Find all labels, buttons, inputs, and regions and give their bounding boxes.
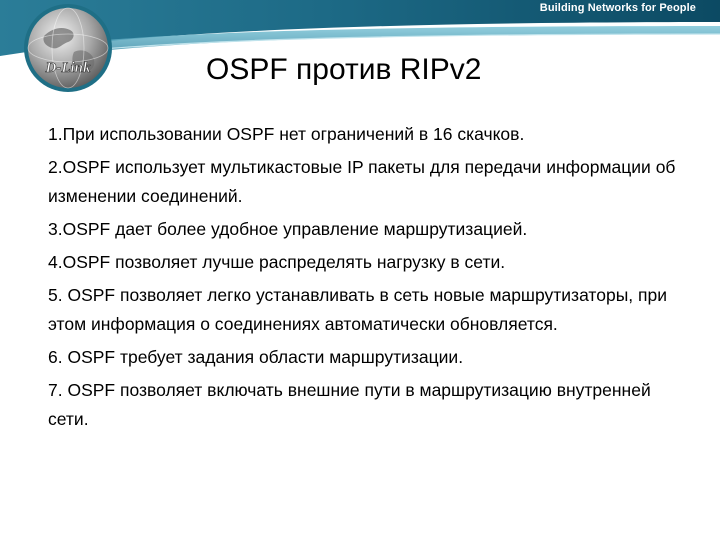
- svg-text:D-Link: D-Link: [45, 60, 91, 76]
- points-list: [48, 120, 688, 438]
- globe-icon: [22, 2, 114, 94]
- list-item: 2.OSPF использует мультикастовые IP пакеты для передачи информации об изменении соединений.: [48, 157, 676, 206]
- d-link-logo: [22, 2, 114, 94]
- list-item: 1.При использовании OSPF нет ограничений в 16 скачков.: [48, 124, 525, 144]
- list-item: 4.OSPF позволяет лучше распределять нагрузку в сети.: [48, 252, 506, 272]
- list-item: 6. OSPF требует задания области маршрутизации.: [48, 347, 464, 367]
- slide-title: OSPF против RIPv2: [206, 53, 482, 86]
- list-item: 5. OSPF позволяет легко устанавливать в сеть новые маршрутизаторы, при этом информация о соединениях автоматически обновляется.: [48, 285, 667, 334]
- tagline: Building Networks for People: [539, 2, 696, 14]
- list-item: 3.OSPF дает более удобное управление маршрутизацией.: [48, 219, 528, 239]
- list-item: 7. OSPF позволяет включать внешние пути в маршрутизацию внутренней сети.: [48, 380, 651, 429]
